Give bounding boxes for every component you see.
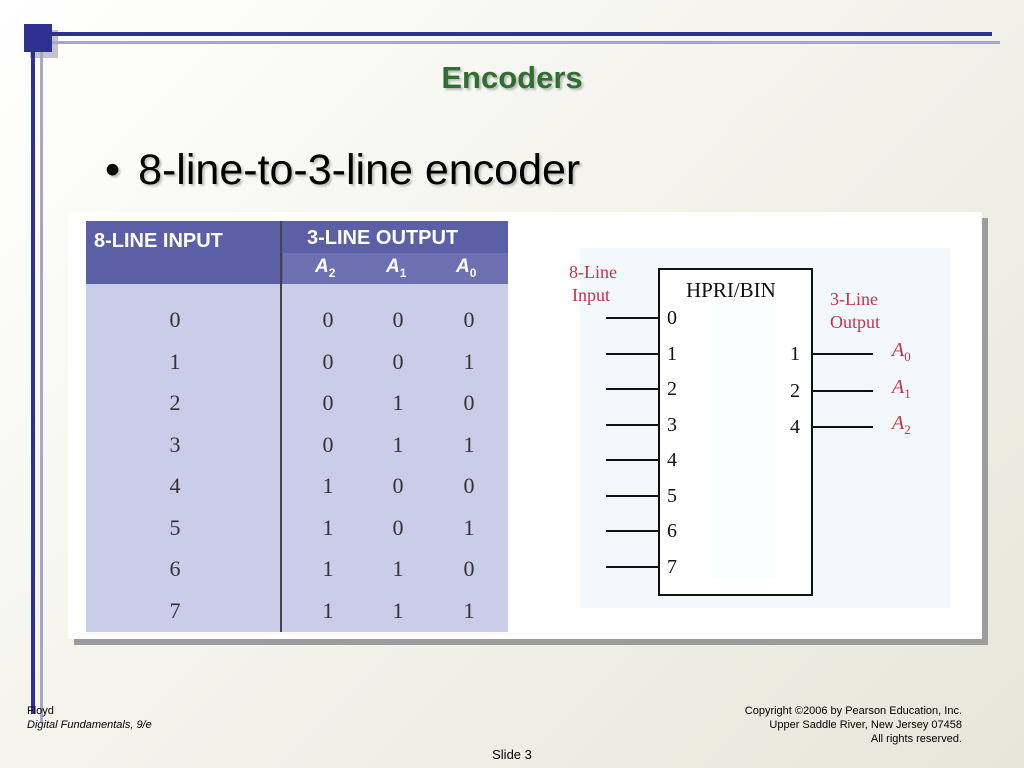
table-cell-output: 1	[322, 597, 334, 623]
table-cell-output: 0	[463, 556, 475, 581]
input-line	[606, 495, 658, 497]
column-a2: $A_2$	[315, 256, 336, 280]
input-pin-label: 3	[667, 413, 677, 436]
corner-square	[24, 24, 52, 52]
output-line	[813, 426, 873, 428]
output-label-line2: Output	[830, 312, 881, 332]
input-pin-label: 7	[667, 555, 677, 578]
table-cell-output: 1	[322, 473, 334, 498]
table-cell-output: 1	[392, 390, 404, 415]
input-line	[606, 424, 658, 426]
table-cell-output: 0	[463, 390, 475, 415]
output-header: 3-LINE OUTPUT	[307, 227, 459, 249]
footer-book: Digital Fundamentals, 9/e	[27, 719, 152, 731]
table-cell-output: 1	[392, 597, 404, 623]
input-pin-label: 6	[667, 520, 677, 542]
table-cell-input: 5	[169, 514, 181, 540]
table-cell-input: 7	[169, 597, 181, 623]
footer-author: Floyd	[27, 705, 54, 717]
left-rule	[31, 52, 35, 714]
table-cell-output: 1	[322, 514, 334, 540]
input-label-line1: 8-Line	[569, 262, 617, 282]
table-cell-output: 1	[463, 514, 475, 540]
table-cell-output: 1	[463, 597, 475, 623]
input-line	[606, 317, 658, 319]
table-cell-input: 2	[169, 390, 181, 415]
table-cell-output: 0	[392, 514, 404, 540]
output-signal-label: $A_2$	[892, 412, 911, 437]
table-cell-output: 0	[392, 348, 404, 374]
table-cell-output: 1	[392, 431, 404, 457]
input-pin-label: 1	[667, 342, 677, 365]
input-line	[606, 530, 658, 532]
input-pin-label: 4	[667, 449, 677, 471]
table-cell-output: 0	[463, 473, 475, 498]
output-signal-label: $A_0$	[892, 339, 911, 364]
footer-left	[27, 704, 152, 732]
output-label	[830, 288, 880, 334]
left-rule-light	[40, 52, 43, 722]
bullet-item	[105, 146, 580, 195]
column-divider	[280, 221, 282, 632]
table-cell-output: 1	[392, 556, 404, 581]
encoder-block-label: HPRI/BIN	[686, 278, 776, 302]
table-cell-output: 1	[463, 348, 475, 374]
input-label	[569, 261, 617, 307]
table-cell-output: 0	[392, 307, 404, 332]
output-line	[813, 390, 873, 392]
table-cell-output: 0	[463, 307, 475, 332]
input-pin-label: 0	[667, 307, 677, 329]
input-line	[606, 459, 658, 461]
table-cell-input: 1	[169, 348, 181, 374]
input-line	[606, 566, 658, 568]
top-rule	[52, 32, 992, 36]
table-cell-output: 0	[322, 431, 334, 457]
table-cell-output: 0	[392, 473, 404, 498]
input-label-line2: Input	[572, 285, 610, 305]
table-cell-input: 3	[169, 431, 181, 457]
output-signal-label: $A_1$	[892, 375, 911, 401]
input-line	[606, 388, 658, 390]
footer-rights: All rights reserved.	[870, 733, 962, 745]
bullet-text: 8-line-to-3-line encoder	[138, 146, 581, 194]
encoder-block-inner	[712, 303, 776, 579]
table-cell-output: 1	[322, 556, 334, 581]
input-line	[606, 353, 658, 355]
table-cell-input: 0	[169, 307, 181, 332]
input-pin-label: 2	[667, 378, 677, 400]
column-a0: $A_0$	[456, 256, 477, 280]
output-pin-label: 1	[790, 343, 800, 365]
bullet-dot: •	[105, 146, 121, 194]
output-pin-label: 2	[790, 379, 800, 402]
input-header: 8-LINE INPUT	[94, 230, 223, 252]
slide-title: Encoders	[441, 60, 583, 95]
footer-address: Upper Saddle River, New Jersey 07458	[769, 719, 962, 731]
slide-number: Slide 3	[492, 747, 532, 762]
output-line	[813, 353, 873, 355]
footer-copyright: Copyright ©2006 by Pearson Education, Inc.	[744, 705, 962, 717]
input-pin-label: 5	[667, 484, 677, 507]
table-cell-output: 0	[322, 348, 334, 374]
table-cell-output: 0	[322, 390, 334, 415]
truth-table	[86, 221, 508, 632]
table-cell-output: 1	[463, 431, 475, 457]
footer-right	[745, 704, 962, 746]
table-cell-input: 4	[169, 473, 181, 498]
output-label-line1: 3-Line	[830, 289, 878, 309]
column-a1: $A_1$	[386, 256, 407, 280]
table-cell-input: 6	[169, 556, 181, 581]
table-cell-output: 0	[322, 307, 334, 332]
top-rule-light	[52, 41, 1000, 44]
output-pin-label: 4	[790, 416, 800, 438]
